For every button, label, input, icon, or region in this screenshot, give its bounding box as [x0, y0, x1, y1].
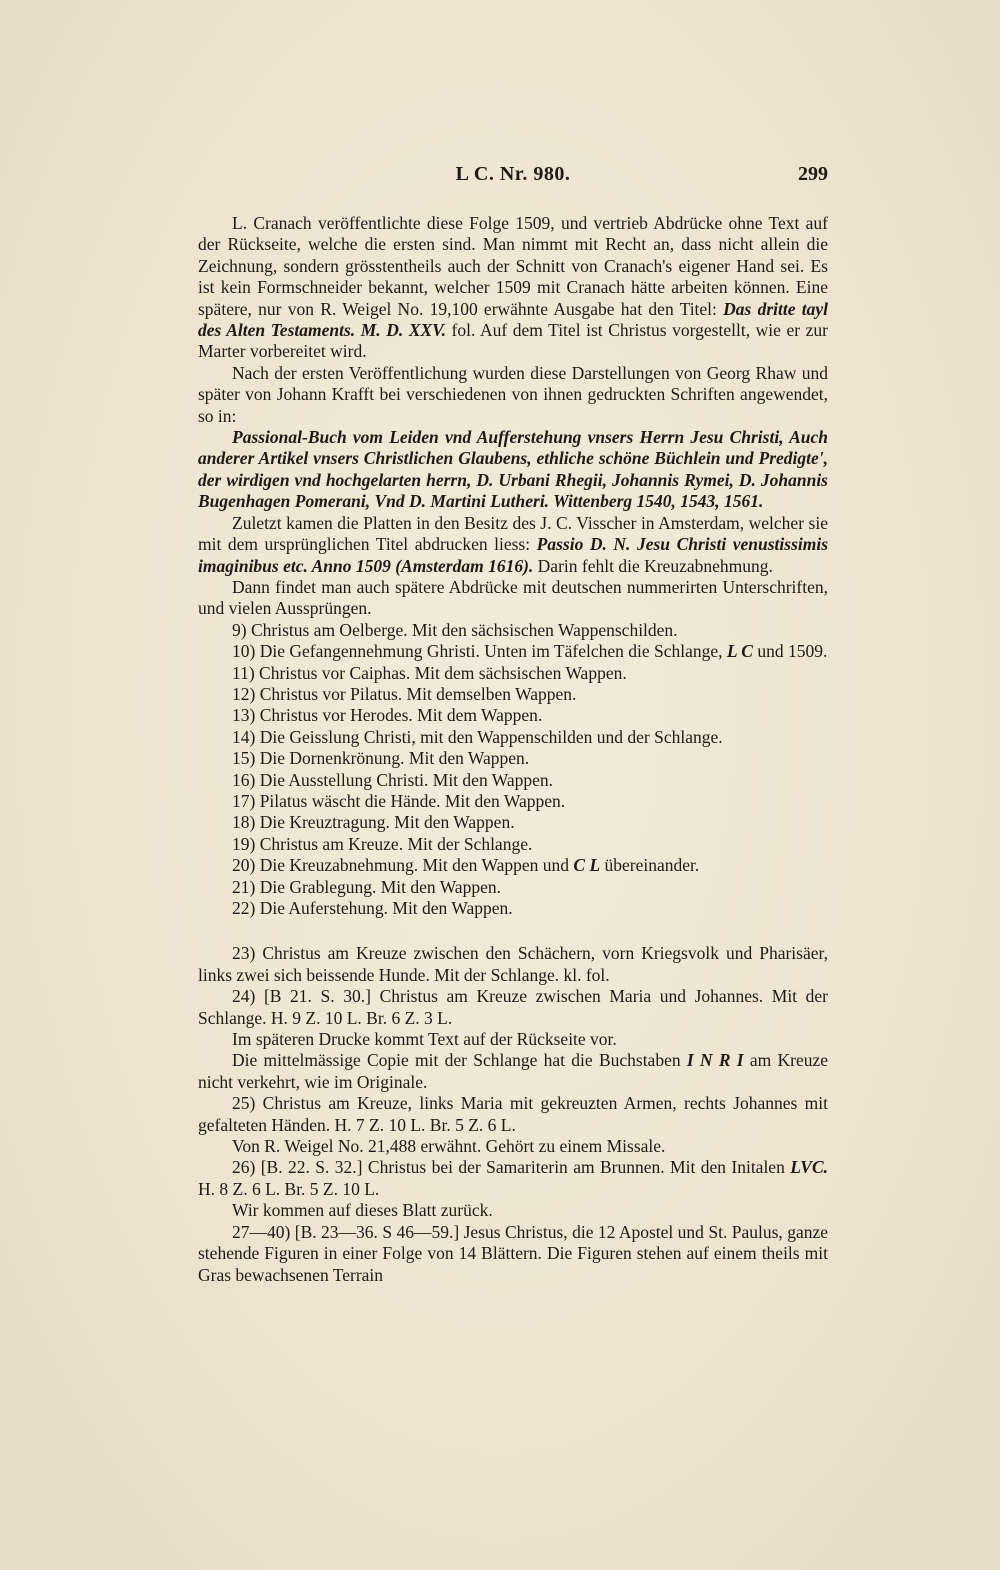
passional-title: Passional-Buch vom Leiden vnd Aufferstehung vnsers Herrn Jesu Christi, Auch anderer Artikel vnsers Christlichen Glaubens, ethliche schöne Büchlein und Predigte', der wirdigen vnd hochgelarten herrn, D. Urbani Rhegii, Johannis Rymei, D. Johannis Bugenhagen Pomerani, Vnd D. Martini Lutheri. Wittenberg 1540, 1543, 1561. — [198, 427, 828, 512]
page-header — [198, 163, 828, 193]
paragraph-text: Die mittelmässige Copie mit der Schlange hat die Buchstaben — [232, 1050, 681, 1071]
entry-25: 25) Christus am Kreuze, links Maria mit gekreuzten Armen, rechts Johannes mit gefalteten Händen. H. 7 Z. 10 L. Br. 5 Z. 6 L. — [198, 1093, 828, 1135]
list-item: 22) Die Auferstehung. Mit den Wappen. — [232, 898, 513, 918]
list-item: 11) Christus vor Caiphas. Mit dem sächsischen Wappen. — [232, 662, 627, 683]
paragraph-rhaw: Nach der ersten Veröffentlichung wurden diese Darstellungen von Georg Rhaw und später von Johann Krafft bei verschiedenen von ihnen gedruckten Schriften angewendet, so in: — [198, 362, 828, 426]
list-item: 13) Christus vor Herodes. Mit dem Wappen. — [232, 705, 543, 726]
list-item: 18) Die Kreuztragung. Mit den Wappen. — [232, 812, 515, 833]
item-text: übereinander. — [604, 855, 700, 876]
list-item: 16) Die Ausstellung Christi. Mit den Wappen. — [232, 769, 554, 790]
paragraph-text: fol. Auf dem Titel ist Christus vorgestellt, wie er zur Marter vorbereitet wird. — [198, 320, 829, 362]
entry-24-copy — [198, 1050, 828, 1093]
entry-26 — [198, 1157, 828, 1200]
item-text: 10) Die Gefangennehmung Ghristi. Unten im Täfelchen die Schlange, — [232, 641, 723, 662]
paragraph-text: am Kreuze nicht verkehrt, wie im Originale. — [198, 1050, 829, 1092]
paragraph-text: Darin fehlt die Kreuzabnehmung. — [537, 555, 773, 576]
monogram: L C — [726, 641, 753, 662]
list-item: 19) Christus am Kreuze. Mit der Schlange. — [232, 833, 533, 854]
book-title: Passio D. N. Jesu Christi venustissimis imaginibus etc. Anno 1509 (Amsterdam 1616). — [198, 534, 829, 576]
initials: LVC. — [790, 1157, 828, 1178]
paragraph-text: L. Cranach veröffentlichte diese Folge 1509, und vertrieb Abdrücke ohne Text auf der Rückseite, welche die ersten sind. Man nimmt mit Recht an, dass nicht allein die Zeichnung, sondern grösstentheils auch der Schnitt von Cranach's eigener Hand sei. Es ist kein Formschneider bekannt, welcher 1509 mit Cranach hätte arbeiten können. Eine spätere, nur von R. Weigel No. 19,100 erwähnte Ausgabe hat den Titel: — [198, 213, 828, 319]
entry-23: 23) Christus am Kreuze zwischen den Schächern, vorn Kriegsvolk und Pharisäer, links zwei sich beissende Hunde. Mit der Schlange. kl. fol. — [198, 943, 828, 985]
entry-24: 24) [B 21. S. 30.] Christus am Kreuze zwischen Maria und Johannes. Mit der Schlange. H. 9 Z. 10 L. Br. 6 Z. 3 L. — [198, 986, 828, 1028]
section-gap — [198, 919, 828, 943]
list-item: 15) Die Dornenkrönung. Mit den Wappen. — [232, 748, 530, 769]
paragraph-text: Zuletzt kamen die Platten in den Besitz des J. C. Visscher in Amsterdam, welcher sie mit dem ursprünglichen Titel abdrucken liess: — [198, 512, 828, 555]
list-item — [198, 855, 828, 876]
list-item — [198, 641, 828, 662]
list-item: 14) Die Geisslung Christi, mit den Wappenschilden und der Schlange. — [232, 726, 723, 747]
monogram: C L — [573, 855, 601, 876]
entry-26-note: Wir kommen auf dieses Blatt zurück. — [232, 1200, 493, 1221]
book-title: Das dritte tayl des Alten Testaments. M. D. XXV. — [198, 298, 828, 341]
paragraph-visscher — [198, 513, 828, 577]
paragraph-text: H. 8 Z. 6 L. Br. 5 Z. 10 L. — [198, 1178, 380, 1199]
paragraph-later-prints: Dann findet man auch spätere Abdrücke mit deutschen nummerirten Unterschriften, und vielen Aussprüngen. — [198, 576, 828, 619]
body-text — [198, 213, 828, 1286]
page-number: 299 — [798, 163, 828, 185]
entry-24-note: Im späteren Drucke kommt Text auf der Rückseite vor. — [232, 1029, 617, 1050]
paragraph-cranach — [198, 213, 828, 363]
list-item: 17) Pilatus wäscht die Hände. Mit den Wappen. — [232, 790, 566, 811]
inri-letters: I N R I — [686, 1050, 744, 1071]
list-item: 21) Die Grablegung. Mit den Wappen. — [232, 876, 501, 897]
running-head: L C. Nr. 980. — [455, 163, 571, 185]
item-text: 20) Die Kreuzabnehmung. Mit den Wappen und — [232, 855, 570, 876]
paragraph-text: 26) [B. 22. S. 32.] Christus bei der Samariterin am Brunnen. Mit den Initalen — [232, 1157, 785, 1178]
list-item: 9) Christus am Oelberge. Mit den sächsischen Wappenschilden. — [232, 619, 678, 640]
entry-27-40: 27—40) [B. 23—36. S 46—59.] Jesus Christus, die 12 Apostel und St. Paulus, ganze stehende Figuren in einer Folge von 14 Blättern. Die Figuren stehen auf einem theils mit Gras bewachsenen Terrain — [198, 1221, 828, 1285]
item-text: und 1509. — [757, 641, 828, 662]
list-item: 12) Christus vor Pilatus. Mit demselben Wappen. — [232, 683, 577, 704]
entry-25-note: Von R. Weigel No. 21,488 erwähnt. Gehört zu einem Missale. — [232, 1136, 666, 1157]
